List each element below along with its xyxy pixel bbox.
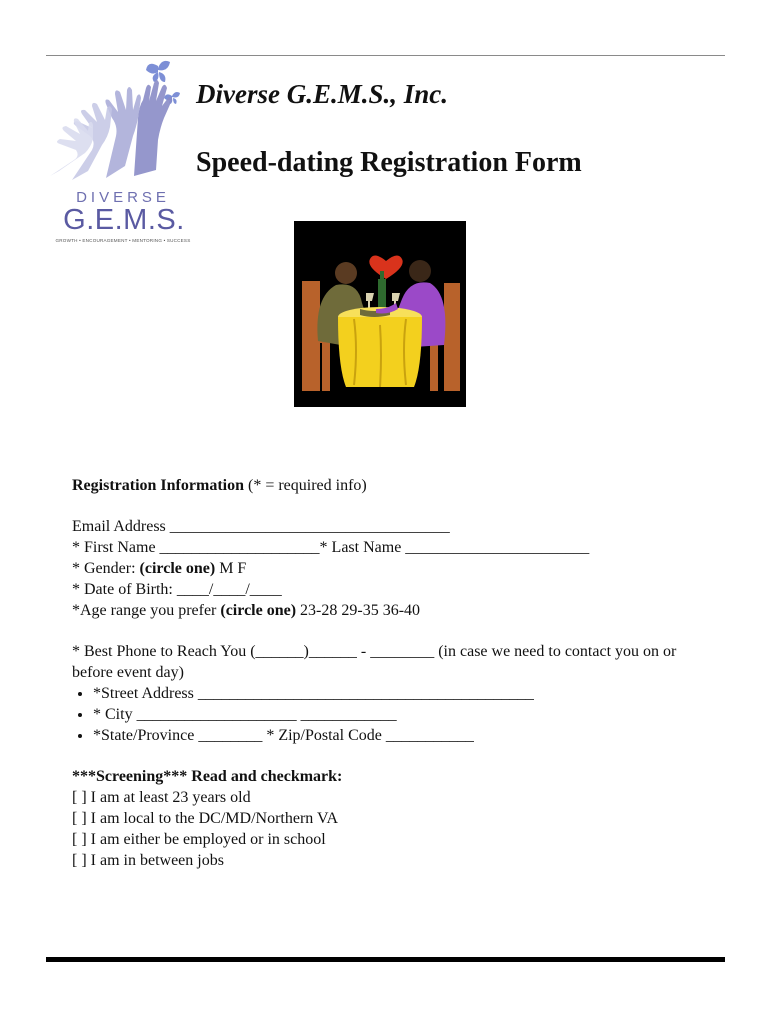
age-range-options[interactable]: 23-28 29-35 36-40	[296, 602, 421, 619]
state-zip-field[interactable]: • *State/Province ________ * Zip/Postal Code ___________	[93, 725, 712, 746]
registration-heading-note: (* = required info)	[243, 477, 367, 494]
screening-checkbox-between-jobs[interactable]: [ ] I am in between jobs	[72, 852, 224, 869]
registration-heading	[72, 475, 712, 496]
top-rule	[46, 55, 725, 56]
logo-tagline: GROWTH • ENCOURAGEMENT • MENTORING • SUCCESS	[55, 238, 191, 243]
screening-checkbox-local[interactable]: [ ] I am local to the DC/MD/Northern VA	[72, 810, 339, 827]
age-range-label: *Age range you prefer	[72, 602, 221, 619]
address-list	[72, 683, 712, 746]
gender-options[interactable]: M F	[215, 560, 247, 577]
form-body	[72, 475, 712, 871]
couple-dinner-illustration	[294, 221, 466, 407]
form-title: Speed-dating Registration Form	[196, 147, 582, 178]
registration-heading-label: Registration Information	[72, 477, 244, 494]
logo-word-diverse: DIVERSE	[76, 189, 170, 206]
gender-field[interactable]	[72, 558, 712, 579]
dob-field[interactable]: * Date of Birth: ____/____/____	[72, 581, 282, 598]
city-field[interactable]: • * City ____________________ ____________	[93, 704, 712, 725]
diverse-gems-logo	[46, 58, 196, 250]
screening-heading-text: ***Screening*** Read and checkmark:	[72, 768, 343, 785]
email-field[interactable]: Email Address ___________________________________	[72, 518, 450, 535]
screening-checkbox-employed[interactable]: [ ] I am either be employed or in school	[72, 831, 326, 848]
phone-field[interactable]: * Best Phone to Reach You (______)______ - ________ (in case we need to contact you on or before event day)	[72, 643, 677, 681]
age-circle-hint: (circle one)	[220, 602, 297, 619]
screening-heading	[72, 766, 712, 787]
screening-checkbox-age[interactable]: [ ] I am at least 23 years old	[72, 789, 251, 806]
name-fields[interactable]: * First Name ____________________* Last Name _______________________	[72, 539, 590, 556]
street-address-field[interactable]: • *Street Address __________________________________________	[93, 683, 712, 704]
gender-circle-hint: (circle one)	[139, 560, 216, 577]
org-name: Diverse G.E.M.S., Inc.	[196, 79, 449, 109]
hands-butterflies-icon	[46, 58, 196, 188]
bottom-rule	[46, 957, 725, 962]
gender-label: * Gender:	[72, 560, 140, 577]
age-range-field[interactable]	[72, 600, 712, 621]
dinner-date-image	[294, 221, 466, 407]
logo-word-gems: G.E.M.S.	[63, 204, 185, 236]
